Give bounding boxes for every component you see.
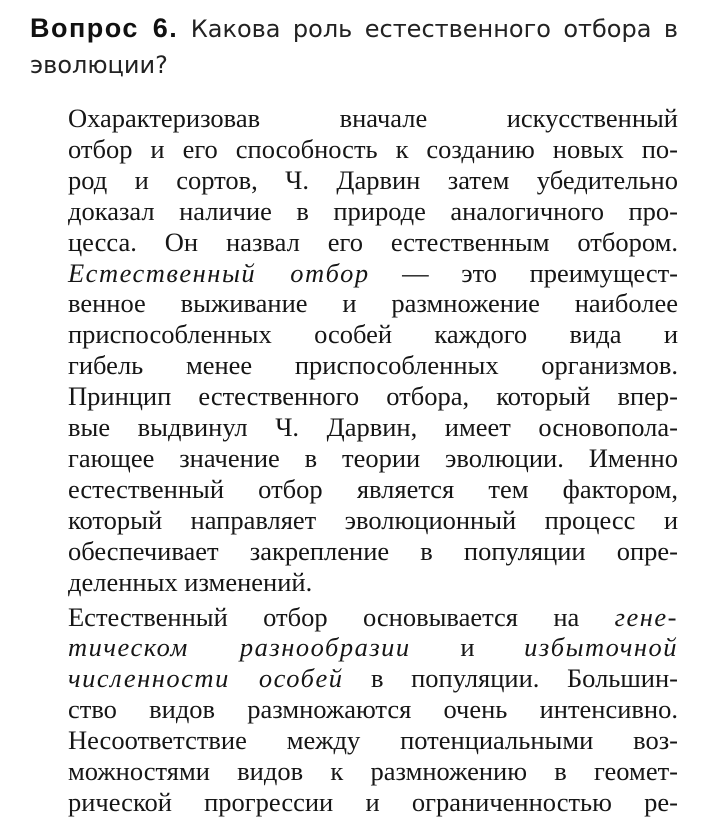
text-line-with-term bbox=[22, 632, 678, 663]
term-population-size: численности особей bbox=[68, 663, 344, 694]
text-line: деленных изменений. bbox=[68, 566, 313, 597]
text-line-with-term bbox=[22, 602, 678, 633]
text-segment: Естественный отбор основывается на bbox=[68, 601, 580, 632]
text-line: гибель менее приспособленных организмов. bbox=[68, 350, 678, 381]
text-line: ство видов размножаются очень интенсивно. bbox=[68, 694, 678, 725]
paragraph-2 bbox=[22, 602, 678, 818]
text-line-with-term bbox=[22, 258, 678, 289]
text-line: отбор и его способность к созданию новых по- bbox=[68, 133, 678, 164]
term-natural-selection: Естественный отбор bbox=[68, 257, 370, 288]
term-definition-start: — это преимущест- bbox=[402, 257, 678, 288]
question-heading bbox=[30, 10, 678, 83]
text-line: вые выдвинул Ч. Дарвин, имеет основопола- bbox=[68, 412, 678, 443]
text-segment: в популяции. Большин- bbox=[371, 663, 678, 694]
answer-text bbox=[22, 103, 678, 818]
text-line: род и сортов, Ч. Дарвин затем убедительно bbox=[68, 164, 678, 195]
paragraph-1 bbox=[22, 103, 678, 598]
question-text: Какова роль естественного отбора в эволюции? bbox=[30, 15, 678, 79]
text-line: цесса. Он назвал его естественным отбором. bbox=[68, 226, 678, 257]
text-line: Несоответствие между потенциальными воз- bbox=[68, 725, 678, 756]
text-line: приспособленных особей каждого вида и bbox=[68, 319, 678, 350]
text-segment: и bbox=[460, 632, 475, 663]
text-line: естественный отбор является тем фактором, bbox=[68, 473, 678, 504]
text-line: рической прогрессии и ограниченностью ре- bbox=[68, 786, 678, 817]
text-line: Принцип естественного отбора, который впер- bbox=[68, 381, 678, 412]
term-genetic: гене- bbox=[614, 601, 679, 632]
term-excess: избыточной bbox=[524, 632, 679, 663]
text-line: гающее значение в теории эволюции. Именно bbox=[68, 442, 678, 473]
text-line: Охарактеризовав вначале искусственный bbox=[68, 103, 678, 133]
text-line-with-term bbox=[22, 663, 678, 694]
text-line: который направляет эволюционный процесс и bbox=[68, 504, 678, 535]
text-line: можностями видов к размножению в геомет- bbox=[68, 756, 678, 787]
textbook-page bbox=[22, 10, 678, 818]
text-line: обеспечивает закрепление в популяции опре- bbox=[68, 535, 678, 566]
text-line: доказал наличие в природе аналогичного про- bbox=[68, 195, 678, 226]
question-label: Вопрос 6. bbox=[30, 13, 179, 43]
term-genetic-diversity: тическом разнообразии bbox=[68, 632, 411, 663]
text-line: венное выживание и размножение наиболее bbox=[68, 288, 678, 319]
